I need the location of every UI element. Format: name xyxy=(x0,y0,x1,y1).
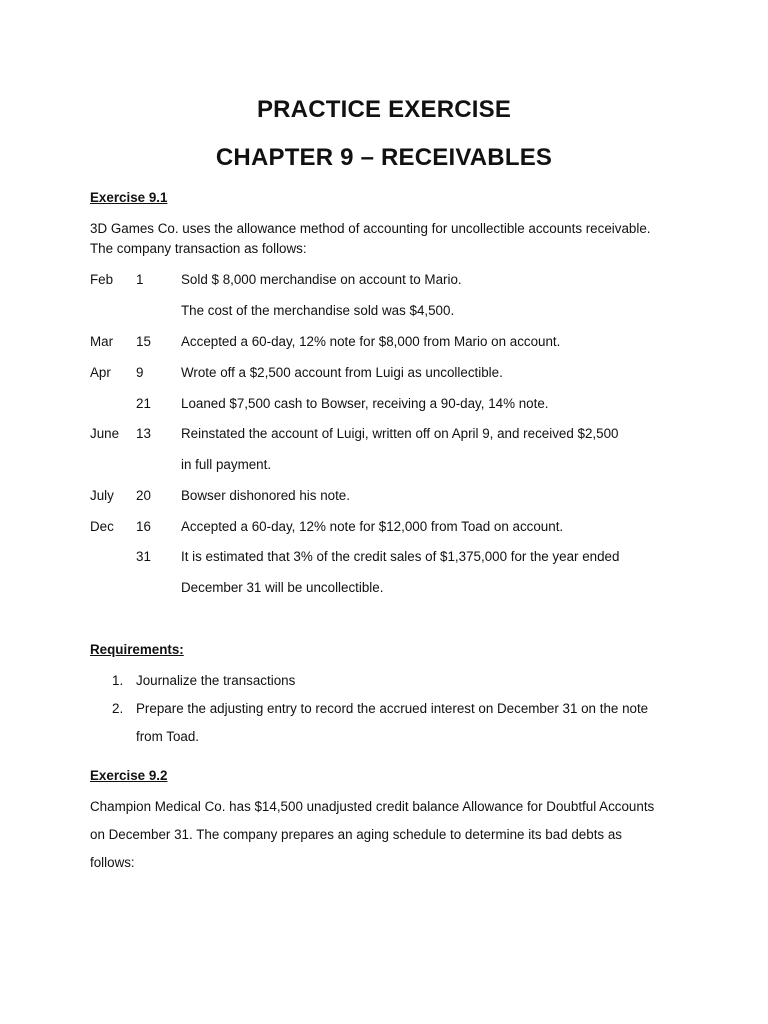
transaction-description: It is estimated that 3% of the credit sales of $1,375,000 for the year ended xyxy=(181,549,620,564)
exercise-9-2-text-line: on December 31. The company prepares an aging schedule to determine its bad debts as xyxy=(90,827,622,842)
transaction-day: 20 xyxy=(136,488,151,503)
exercise-9-1-heading: Exercise 9.1 xyxy=(90,190,168,205)
transaction-month: Mar xyxy=(90,334,114,349)
requirements-heading: Requirements: xyxy=(90,642,184,657)
transaction-day: 15 xyxy=(136,334,151,349)
transaction-month: June xyxy=(90,426,120,441)
transaction-description: Wrote off a $2,500 account from Luigi as uncollectible. xyxy=(181,365,503,380)
exercise-9-1-intro-line-2: The company transaction as follows: xyxy=(90,241,307,256)
transaction-description: Reinstated the account of Luigi, written off on April 9, and received $2,500 xyxy=(181,426,619,441)
transaction-day: 13 xyxy=(136,426,151,441)
exercise-9-2-text-line: follows: xyxy=(90,855,135,870)
requirement-text: Journalize the transactions xyxy=(136,673,296,688)
exercise-9-2-heading: Exercise 9.2 xyxy=(90,768,168,783)
transaction-month: Feb xyxy=(90,272,114,287)
transaction-description: in full payment. xyxy=(181,457,272,472)
transaction-day: 1 xyxy=(136,272,144,287)
transaction-day: 9 xyxy=(136,365,144,380)
transaction-description: Loaned $7,500 cash to Bowser, receiving a 90-day, 14% note. xyxy=(181,396,549,411)
exercise-9-2-text-line: Champion Medical Co. has $14,500 unadjusted credit balance Allowance for Doubtful Accounts xyxy=(90,799,655,814)
requirement-number: 1. xyxy=(112,673,124,688)
requirement-text: from Toad. xyxy=(136,729,200,744)
document-title: PRACTICE EXERCISE xyxy=(256,96,512,123)
transaction-month: Dec xyxy=(90,519,114,534)
transaction-month: July xyxy=(90,488,114,503)
transaction-description: December 31 will be uncollectible. xyxy=(181,580,384,595)
chapter-title: CHAPTER 9 – RECEIVABLES xyxy=(215,144,553,171)
transaction-description: Accepted a 60-day, 12% note for $8,000 from Mario on account. xyxy=(181,334,561,349)
transaction-description: The cost of the merchandise sold was $4,500. xyxy=(181,303,455,318)
requirement-text: Prepare the adjusting entry to record the accrued interest on December 31 on the note xyxy=(136,701,649,716)
requirement-number: 2. xyxy=(112,701,124,716)
transaction-month: Apr xyxy=(90,365,111,380)
transaction-description: Sold $ 8,000 merchandise on account to Mario. xyxy=(181,272,462,287)
exercise-9-1-intro-line-1: 3D Games Co. uses the allowance method of accounting for uncollectible accounts receivable. xyxy=(90,221,651,236)
transaction-description: Bowser dishonored his note. xyxy=(181,488,350,503)
transaction-day: 31 xyxy=(136,549,151,564)
transaction-description: Accepted a 60-day, 12% note for $12,000 from Toad on account. xyxy=(181,519,564,534)
transaction-day: 16 xyxy=(136,519,151,534)
transaction-day: 21 xyxy=(136,396,151,411)
